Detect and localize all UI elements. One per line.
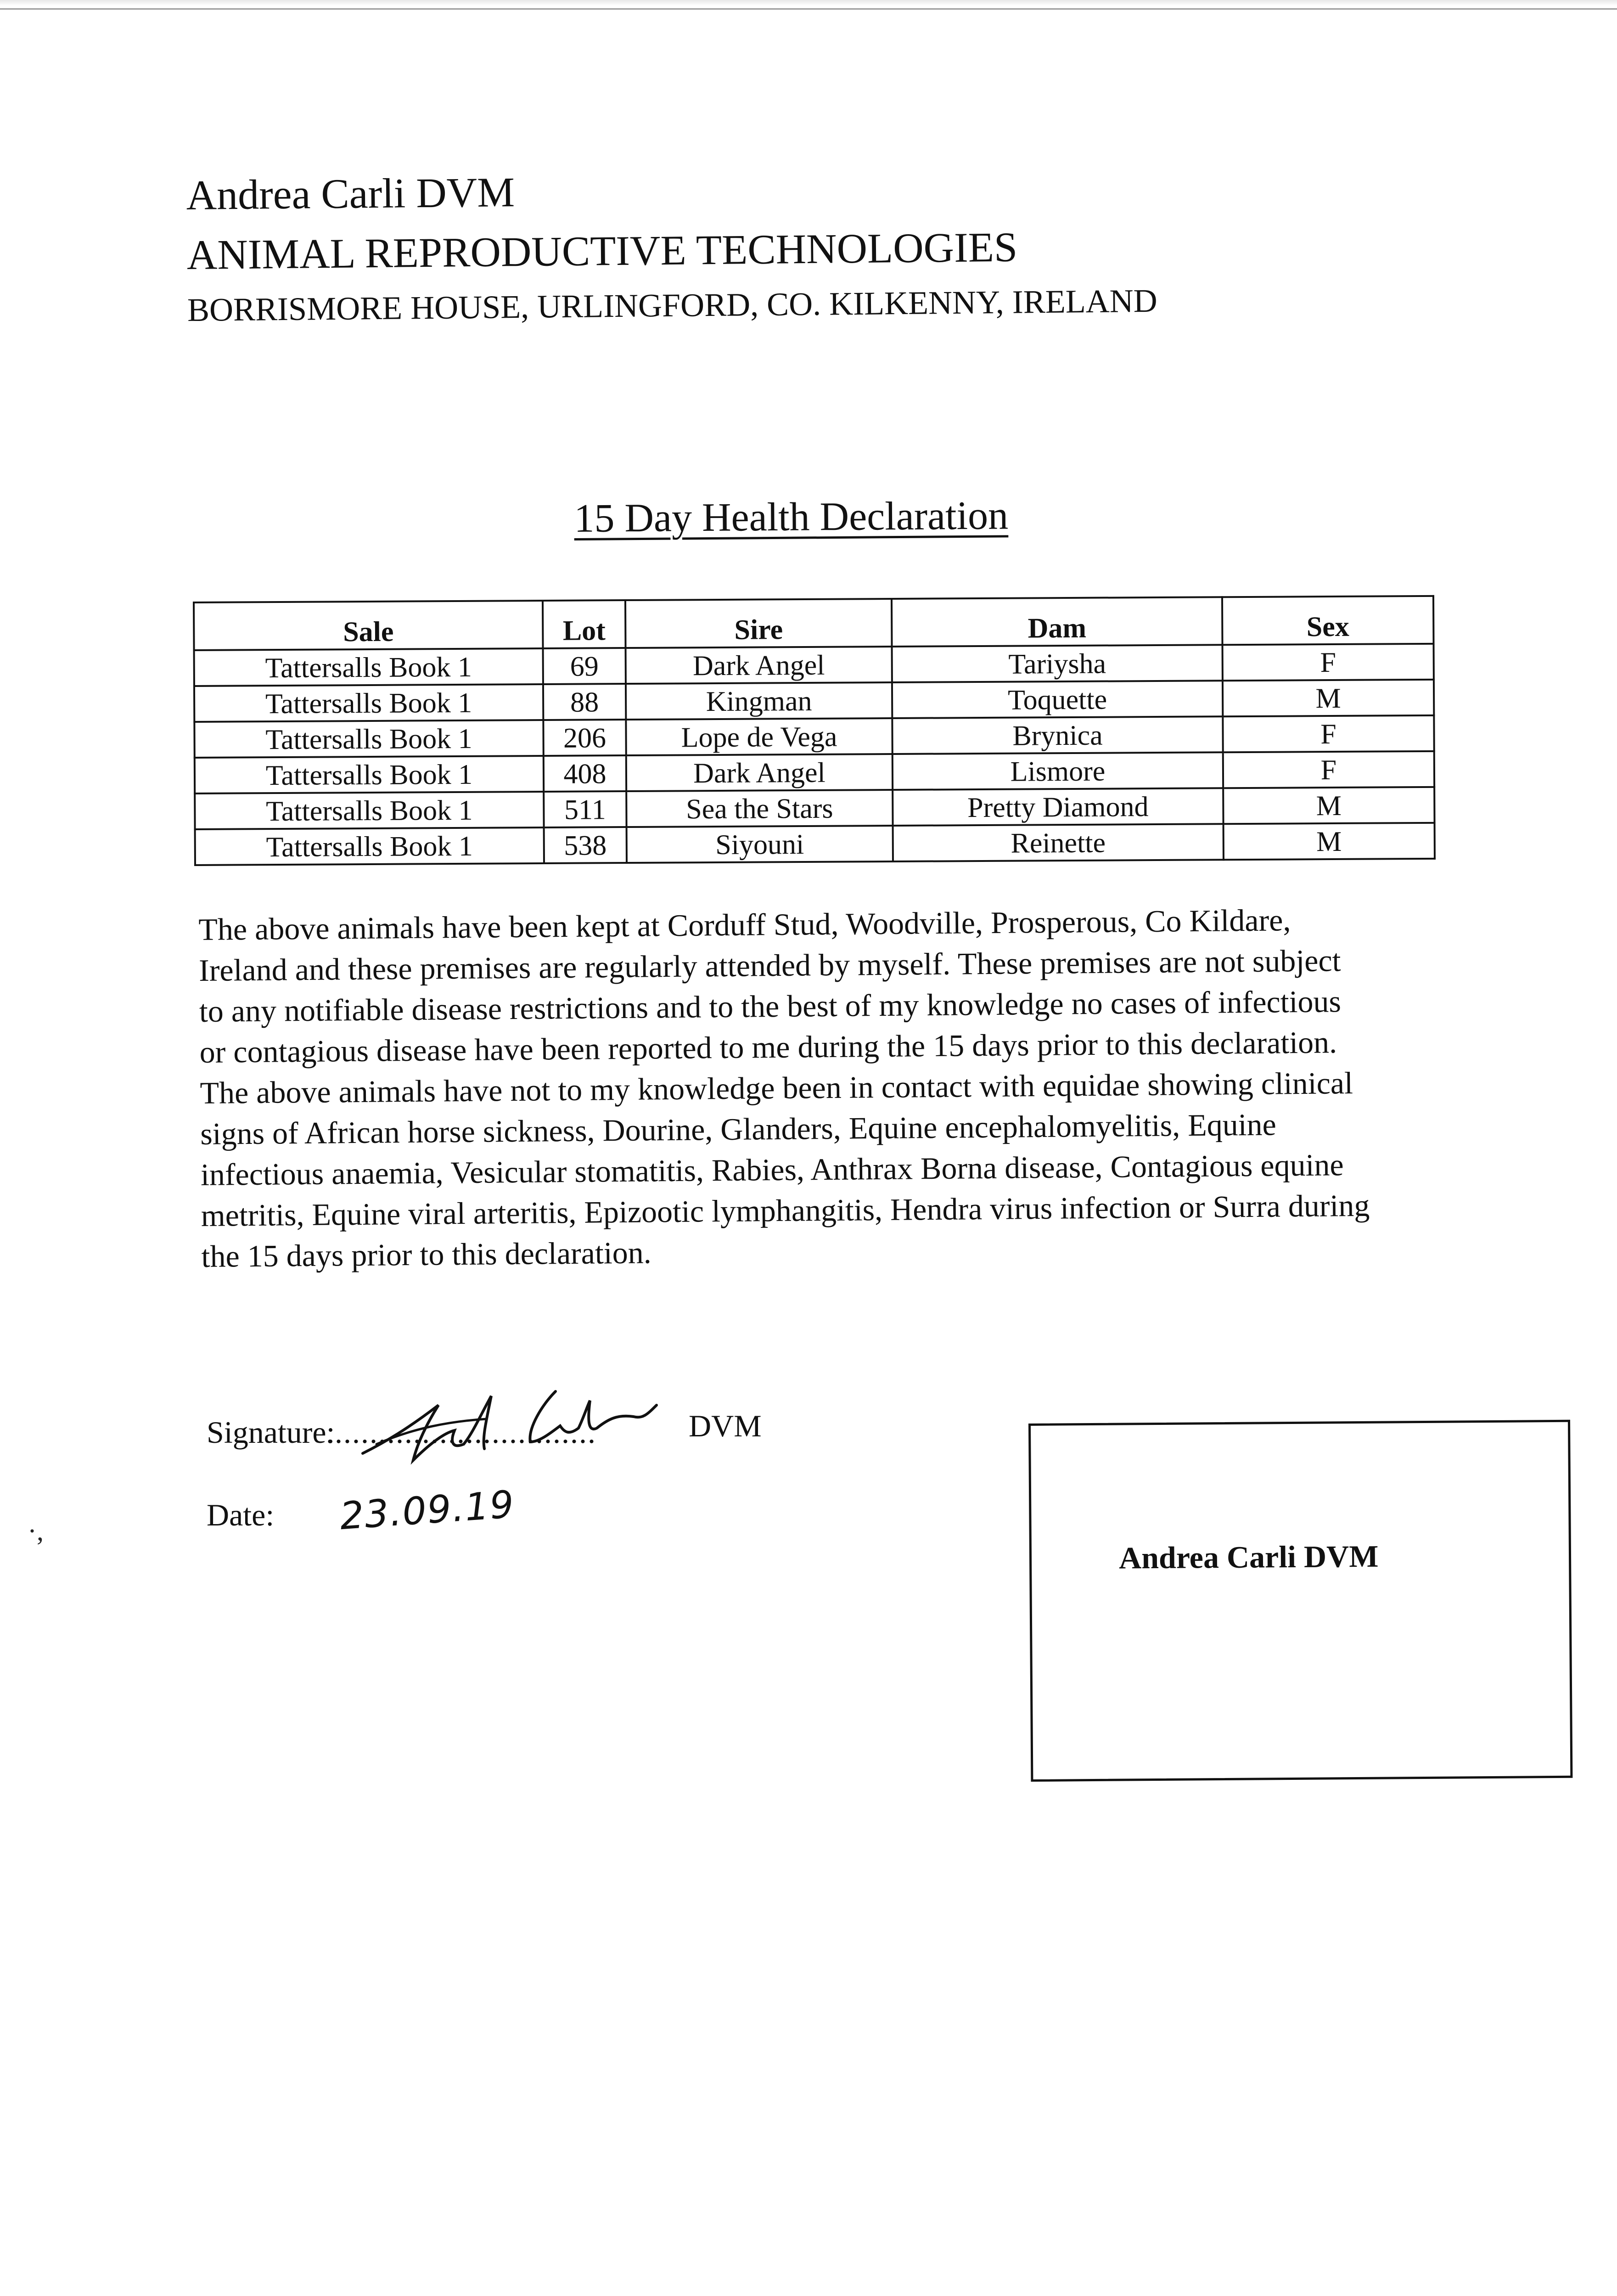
declaration-line: The above animals have not to my knowledge been in contact with equidae showing clinical (200, 1065, 1353, 1110)
date-row (207, 1483, 666, 1548)
table-row (194, 715, 1434, 758)
signature-dotted-line: ............................... (326, 1415, 596, 1450)
animals-table (193, 595, 1436, 866)
cell-sire: Kingman (626, 682, 892, 720)
scan-edge-line (0, 8, 1617, 10)
declaration-paragraph (198, 898, 1460, 1277)
cell-dam: Brynica (892, 716, 1223, 754)
handwritten-date: 23.09.19 (338, 1482, 517, 1539)
cell-sale: Tattersalls Book 1 (195, 792, 544, 829)
signature-suffix: DVM (689, 1408, 762, 1443)
company-address: BORRISMORE HOUSE, URLINGFORD, CO. KILKENNY, IRELAND (187, 282, 1158, 328)
cell-sale: Tattersalls Book 1 (194, 648, 543, 686)
header-dam: Dam (892, 597, 1223, 647)
declaration-line: signs of African horse sickness, Dourine, Glanders, Equine encephalomyelitis, Equine (200, 1107, 1277, 1151)
declaration-line: or contagious disease have been reported to me during the 15 days prior to this declaration. (199, 1024, 1337, 1069)
cell-sex: F (1223, 644, 1434, 681)
cell-sire: Sea the Stars (626, 790, 893, 827)
table-row (194, 680, 1434, 722)
cell-lot: 206 (543, 720, 626, 756)
cell-sire: Dark Angel (626, 647, 892, 684)
cell-dam: Reinette (893, 824, 1224, 861)
declaration-line: infectious anaemia, Vesicular stomatitis, Rabies, Anthrax Borna disease, Contagious equine (200, 1147, 1344, 1192)
cell-lot: 69 (543, 648, 626, 684)
cell-sale: Tattersalls Book 1 (194, 720, 543, 758)
signature-row (207, 1387, 895, 1479)
letterhead (186, 154, 1335, 335)
scan-speck: ·, (28, 1516, 44, 1546)
cell-sex: M (1224, 823, 1435, 860)
cell-lot: 538 (544, 827, 627, 863)
cell-sire: Siyouni (627, 826, 893, 863)
table-row (195, 823, 1435, 865)
table-header-row (194, 596, 1434, 650)
cell-dam: Toquette (892, 681, 1223, 718)
cell-sale: Tattersalls Book 1 (195, 756, 544, 793)
cell-sire: Lope de Vega (626, 718, 892, 755)
handwritten-signature (358, 1373, 689, 1479)
cell-sale: Tattersalls Book 1 (195, 827, 544, 865)
company-name: ANIMAL REPRODUCTIVE TECHNOLOGIES (186, 223, 1018, 278)
declaration-line: Ireland and these premises are regularly attended by myself. These premises are not subject (198, 943, 1341, 988)
cell-dam: Lismore (893, 752, 1223, 790)
header-sire: Sire (625, 599, 892, 648)
cell-sex: F (1223, 751, 1434, 788)
document-title: 15 Day Health Declaration (574, 493, 1009, 541)
header-sale: Sale (194, 601, 543, 650)
header-sex: Sex (1222, 596, 1434, 645)
cell-lot: 408 (544, 755, 626, 792)
stamp-text: Andrea Carli DVM (1118, 1538, 1379, 1576)
cell-sex: F (1223, 715, 1434, 752)
cell-sex: M (1223, 680, 1434, 716)
cell-dam: Tariysha (892, 645, 1223, 682)
declaration-line: to any notifiable disease restrictions and to the best of my knowledge no cases of infectious (199, 984, 1342, 1029)
table-row (194, 644, 1434, 686)
header-lot: Lot (543, 600, 626, 648)
cell-sex: M (1223, 787, 1434, 824)
table-row (195, 787, 1434, 829)
cell-lot: 511 (544, 791, 626, 827)
declaration-line: The above animals have been kept at Corduff Stud, Woodville, Prosperous, Co Kildare, (198, 902, 1291, 947)
scan-shadow (0, 0, 1617, 6)
cell-dam: Pretty Diamond (893, 788, 1223, 826)
official-stamp-box (1028, 1420, 1572, 1782)
cell-lot: 88 (543, 684, 626, 720)
table-row (195, 751, 1434, 793)
cell-sale: Tattersalls Book 1 (194, 684, 543, 722)
declaration-line: the 15 days prior to this declaration. (201, 1235, 651, 1274)
cell-sire: Dark Angel (626, 754, 893, 791)
signature-label: Signature: (207, 1415, 335, 1450)
declaration-line: metritis, Equine viral arteritis, Epizootic lymphangitis, Hendra virus infection or Surra during (201, 1187, 1370, 1233)
vet-name: Andrea Carli DVM (186, 169, 515, 219)
date-label: Date: (207, 1497, 275, 1532)
